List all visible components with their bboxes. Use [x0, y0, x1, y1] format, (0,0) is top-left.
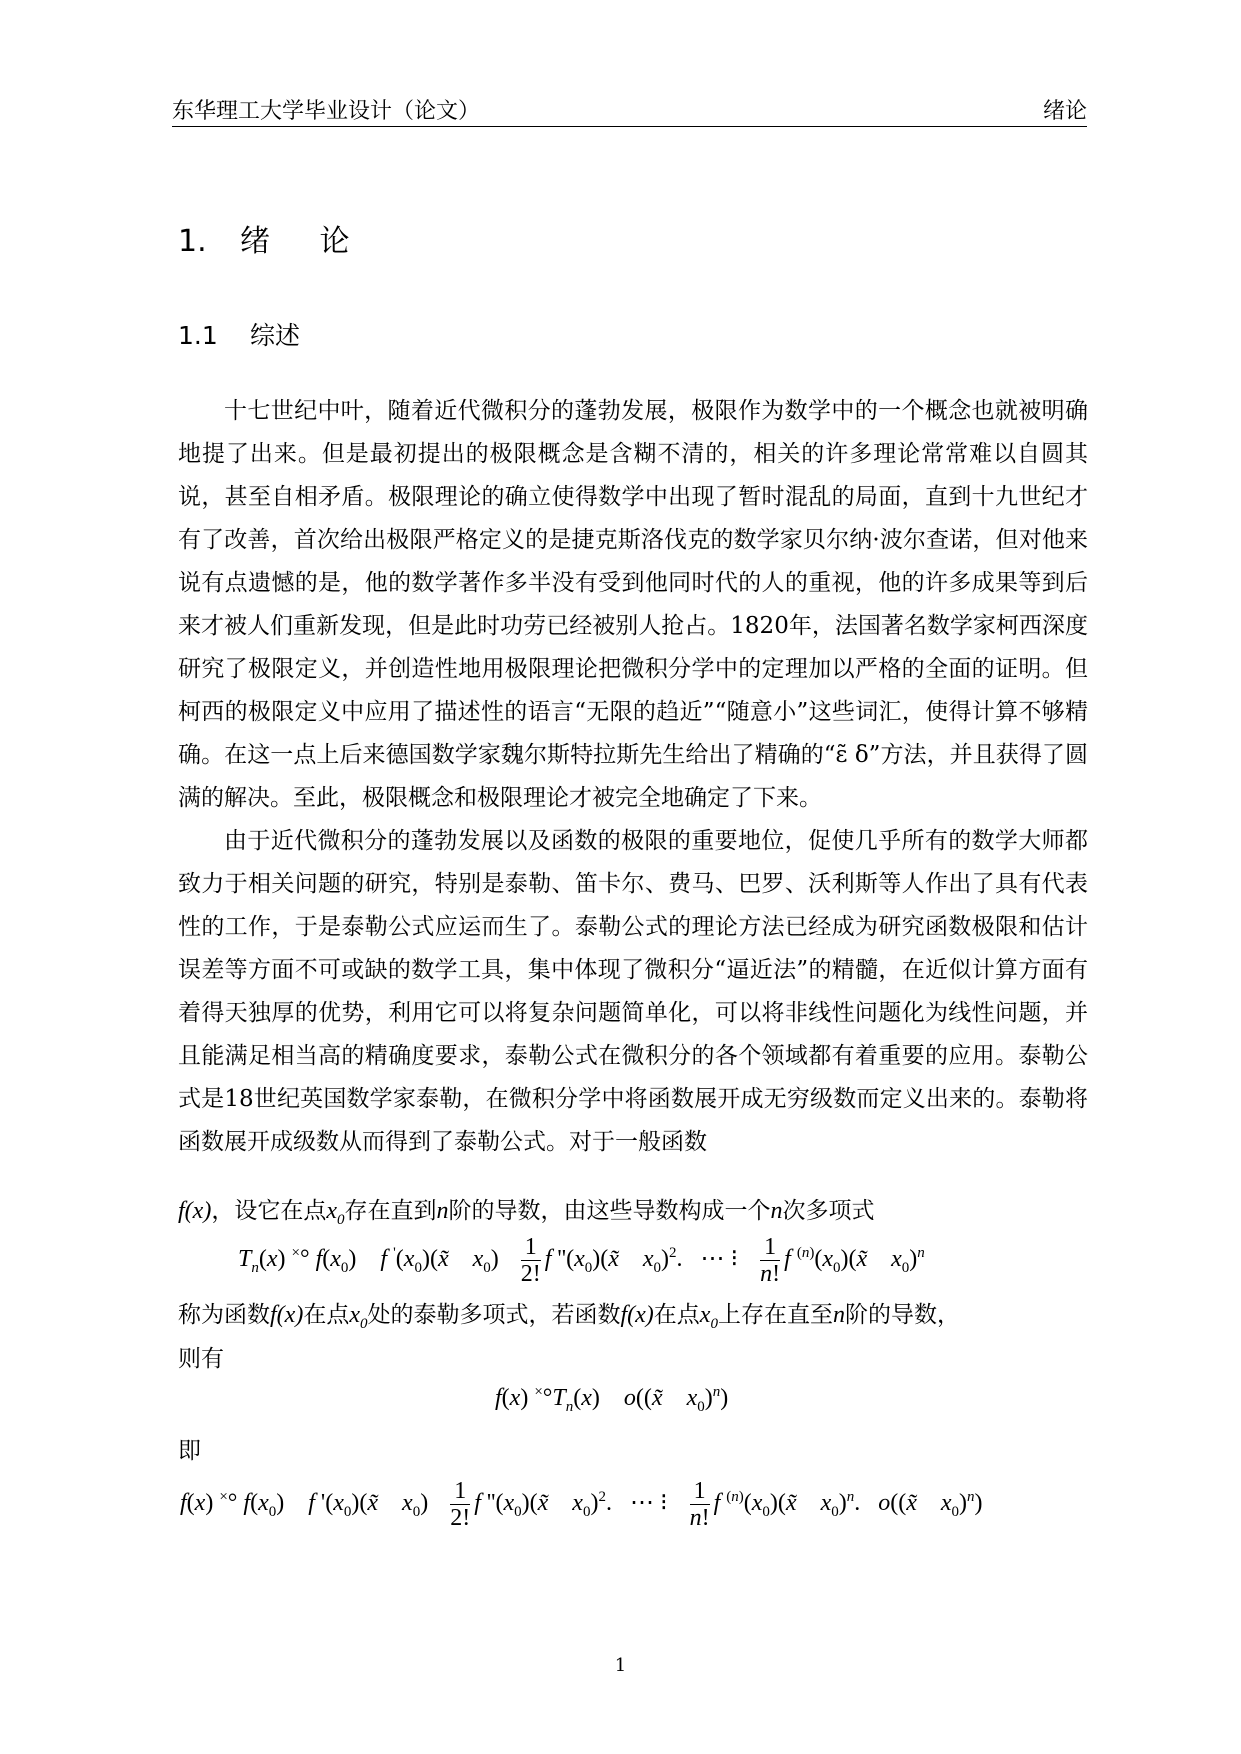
text-line-then: 则有 [178, 1346, 224, 1372]
taylor-polynomial-formula: $T_n(x)$ ×° $f(x_0)$ f $'(x_0)(x̃$ $x_0$) $\frac{1}{2!}$ f ''$(x_0)(x̃$ $x_0)^2$. ⋯ ⁝ $\frac{1}{n!}$ f $^{(n)}(x_0)(x̃$ $x_0)^n$ [238, 1234, 925, 1287]
page-number: 1 [614, 1655, 627, 1676]
taylor-remainder-formula: f(x) $^\times^\circ T_n(x)$ o((x̃ $x_0)^n$) [495, 1384, 729, 1415]
text-fragment: 次多项式 [782, 1198, 875, 1224]
x0-symbol: $x_0$ [349, 1302, 368, 1332]
text-line-fx [178, 1192, 874, 1229]
paragraph-1 [178, 390, 1088, 820]
page-header [172, 88, 1087, 127]
text-fragment: 阶的导数， [844, 1302, 960, 1328]
text-fragment: 上存在直至 [717, 1302, 833, 1328]
header-left-title: 东华理工大学毕业设计（论文） [172, 99, 481, 124]
text-fragment: 称为函数 [178, 1302, 270, 1328]
taylor-full-formula: f(x) ×° $f(x_0)$ f '$(x_0)(x̃$ $x_0$) $\frac{1}{2!}$ f ''$(x_0)(x̃$ $x_0)^2$. ⋯ ⁝ $\frac{1}{n!}$ f $^{(n)}(x_0)(x̃$ $x_0)^n$. o((x̃ $x_0)^n$) [180, 1478, 983, 1531]
section-heading [178, 316, 300, 352]
text-fragment: 在点 [653, 1302, 700, 1328]
text-fragment: 存在直到 [344, 1198, 437, 1224]
chapter-heading [178, 216, 370, 260]
text-line-ie: 即 [178, 1438, 201, 1464]
text-line-called [178, 1296, 960, 1333]
text-fragment: ，设它在点 [211, 1198, 327, 1224]
text-fragment: 处的泰勒多项式，若函数 [367, 1302, 621, 1328]
n-symbol: n [832, 1302, 845, 1328]
fx-symbol: f(x) [620, 1302, 654, 1328]
chapter-title: 绪 论 [240, 224, 370, 259]
paragraph-2 [178, 820, 1088, 1164]
text-fragment: 在点 [303, 1302, 350, 1328]
fx-symbol: f(x) [178, 1198, 212, 1224]
text-fragment: 阶的导数，由这些导数构成一个 [448, 1198, 771, 1224]
n-symbol: n [436, 1198, 449, 1224]
x0-symbol: $x_0$ [326, 1198, 345, 1228]
x0-symbol: $x_0$ [699, 1302, 718, 1332]
paragraph-1-text: 十七世纪中叶，随着近代微积分的蓬勃发展，极限作为数学中的一个概念也就被明确地提了出来。但是最初提出的极限概念是含糊不清的，相关的许多理论常常难以自圆其说，甚至自相矛盾。极限理论的确立使得数学中出现了暂时混乱的局面，直到十九世纪才有了改善，首次给出极限严格定义的是捷克斯洛伐克的数学家贝尔纳·波尔查诺，但对他来说有点遗憾的是，他的数学著作多半没有受到他同时代的人的重视，他的许多成果等到后来才被人们重新发现，但是此时功劳已经被别人抢占。1820年，法国著名数学家柯西深度研究了极限定义，并创造性地用极限理论把微积分学中的定理加以严格的全面的证明。但柯西的极限定义中应用了描述性的语言“无限的趋近”“随意小”这些词汇，使得计算不够精确。在这一点上后来德国数学家魏尔斯特拉斯先生给出了精确的“ε̃ δ”方法，并且获得了圆满的解决。至此，极限概念和极限理论才被完全地确定了下来。 [178, 398, 1088, 811]
header-right-title: 绪论 [1042, 99, 1087, 124]
n-symbol: n [770, 1198, 783, 1224]
section-title: 综述 [250, 321, 301, 350]
chapter-number: 1. [178, 224, 207, 259]
paragraph-2-text: 由于近代微积分的蓬勃发展以及函数的极限的重要地位，促使几乎所有的数学大师都致力于相关问题的研究，特别是泰勒、笛卡尔、费马、巴罗、沃利斯等人作出了具有代表性的工作，于是泰勒公式应运而生了。泰勒公式的理论方法已经成为研究函数极限和估计误差等方面不可或缺的数学工具，集中体现了微积分“逼近法”的精髓，在近似计算方面有着得天独厚的优势，利用它可以将复杂问题简单化，可以将非线性问题化为线性问题，并且能满足相当高的精确度要求，泰勒公式在微积分的各个领域都有着重要的应用。泰勒公式是18世纪英国数学家泰勒，在微积分学中将函数展开成无穷级数而定义出来的。泰勒将函数展开成级数从而得到了泰勒公式。对于一般函数 [178, 828, 1088, 1155]
fx-symbol: f(x) [270, 1302, 304, 1328]
section-number: 1.1 [178, 321, 218, 350]
